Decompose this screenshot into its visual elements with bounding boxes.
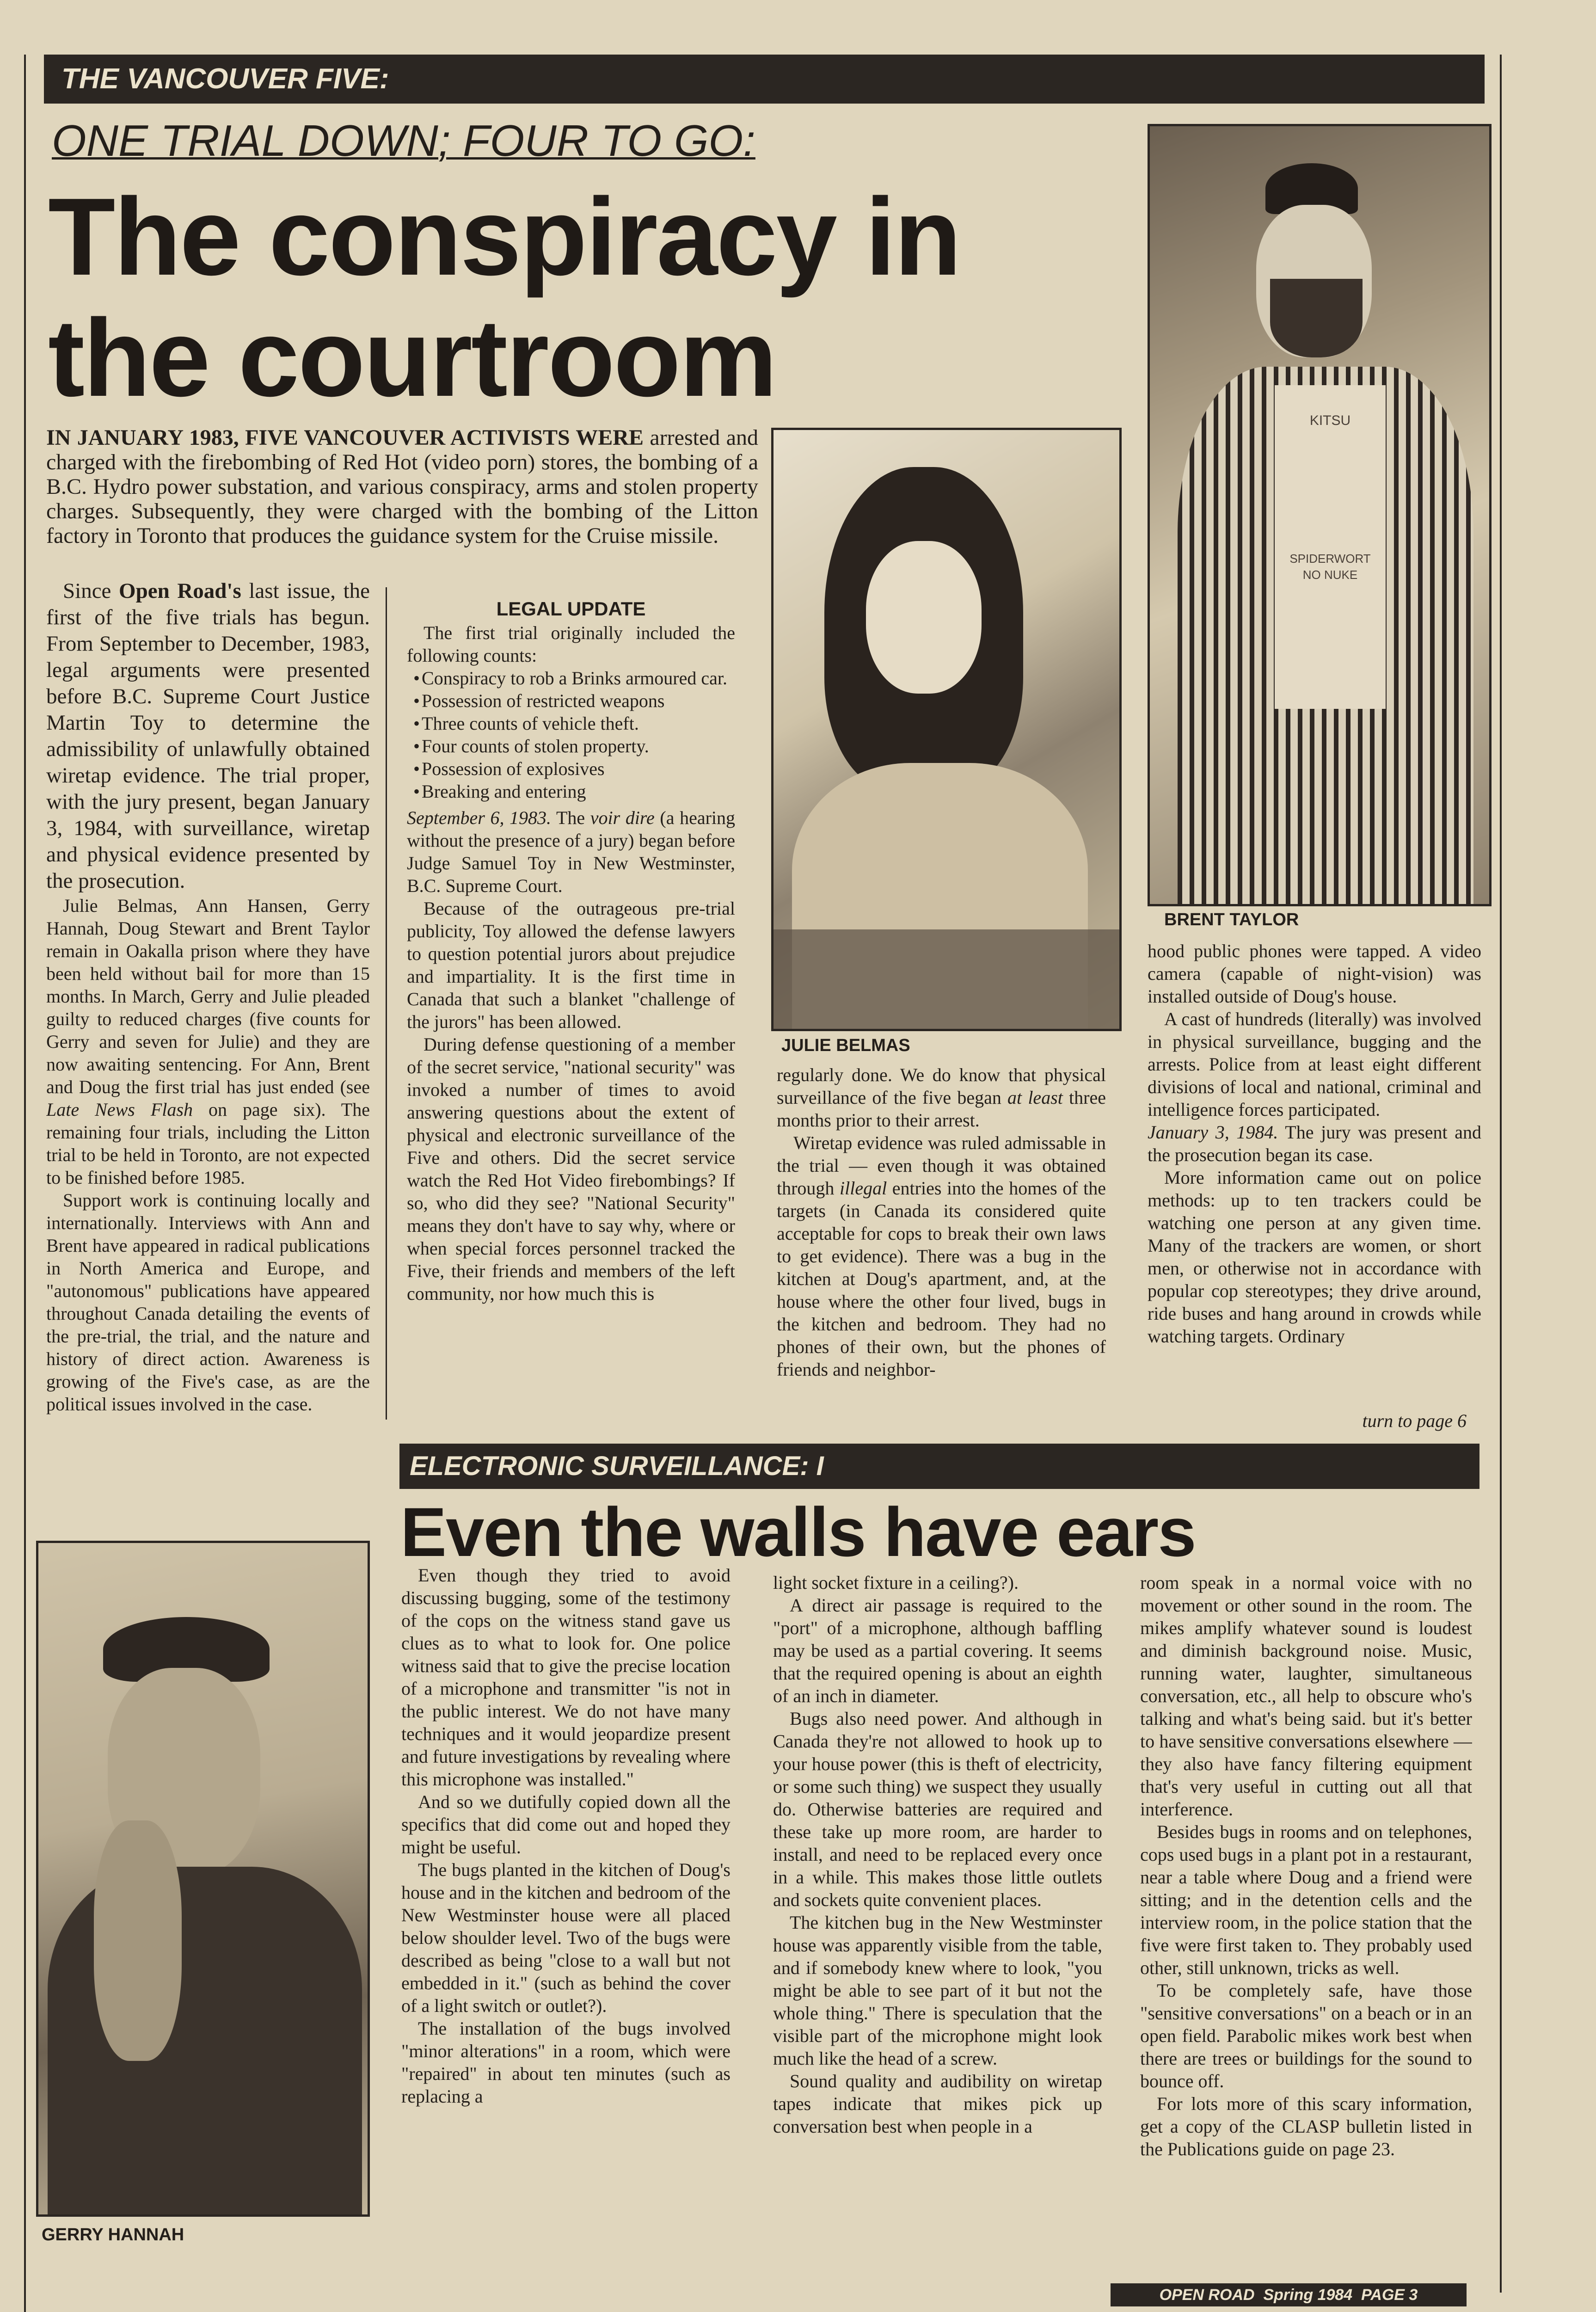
lead-caps: IN JANUARY 1983, FIVE VANCOUVER ACTIVISTS WERE [46, 425, 644, 450]
article2-col3-para3: To be completely safe, have those "sensitive conversations" on a beach or in an open field. Parabolic mikes work best when there are trees or buildings for the sound to bounce off. [1140, 1980, 1472, 2091]
article2-col1-para3: The bugs planted in the kitchen of Doug's house and in the kitchen and bedroom of the New Westminster house were all placed below shoulder level. Two of the bugs were described as being "close to a wall but not embedded in it." (such as behind the cover of a light switch or outlet?). [401, 1859, 730, 2016]
article2-col3-para2: Besides bugs in rooms and on telephones, cops used bugs in a plant pot in a restaurant, near a table where Doug and a friend were sitting; and in the detention cells and the interview room, in the police station that the five were first taken to. They probably used other, still unknown, tricks as well. [1140, 1821, 1472, 1978]
foreground-shadow [773, 929, 1122, 1031]
article2-col1-para4: The installation of the bugs involved "minor alterations" in a room, which were "repaired" in about ten minutes (such as replacing a [401, 2018, 730, 2107]
face-shape [866, 541, 982, 694]
right-margin-rule [1500, 55, 1502, 2293]
section-banner [44, 55, 1485, 104]
count-item: • Possession of explosives [407, 757, 735, 780]
article1-col2-para1: September 6, 1983. The voir dire (a hearing without the presence of a jury) began before Judge Samuel Toy in New Westminster, B.C. Supreme Court. [407, 807, 735, 896]
julie-caption: JULIE BELMAS [781, 1036, 910, 1055]
gerry-caption: GERRY HANNAH [42, 2225, 184, 2244]
count-item: • Four counts of stolen property. [407, 735, 735, 757]
article1-column4 [1148, 940, 1481, 1407]
article1-col3-para1: regularly done. We do know that physical surveillance of the five began at least three months prior to their arrest. [777, 1064, 1106, 1131]
article2-col2-para5: Sound quality and audibility on wiretap tapes indicate that mikes pick up conversation best when people in a [773, 2071, 1102, 2137]
article1-col4-para1: hood public phones were tapped. A video camera (capable of night-vision) was installed outside of Doug's house. [1148, 941, 1481, 1007]
article1-col4-para4: More information came out on police methods: up to ten trackers could be watching one person at any given time. Many of the trackers are women, or short men, or otherwise not in accordance with popular cop stereotypes; they drive around, ride buses and hang around in crowds while watching targets. Ordinary [1148, 1167, 1481, 1347]
count-item: • Conspiracy to rob a Brinks armoured car. [407, 667, 735, 689]
continued-jump[interactable]: turn to page 6 [1362, 1410, 1467, 1431]
section-banner-label: THE VANCOUVER FIVE: [61, 63, 389, 95]
lead-text: arrested and charged with the firebombing of Red Hot (video porn) stores, the bombing of a B.C. Hydro power substation, and various conspiracy, arms and stolen property charges. Subsequently, they were charged with the bombing of the Litton factory in Toronto that produces the guidance system for the Cruise missile. [46, 425, 759, 548]
page-footer: OPEN ROAD Spring 1984 PAGE 3 [1111, 2283, 1467, 2306]
count-item: • Three counts of vehicle theft. [407, 712, 735, 735]
count-item: • Possession of restricted weapons [407, 689, 735, 712]
article2-banner-label: ELECTRONIC SURVEILLANCE: I [410, 1451, 824, 1481]
lead-paragraph [46, 425, 758, 548]
article2-col2-para1: light socket fixture in a ceiling?). [773, 1572, 1019, 1593]
article2-col2-para4: The kitchen bug in the New Westminster house was apparently visible from the table, and if somebody knew where to look, "you might be able to see part of it but not the whole thing." There is speculation that the visible part of the microphone might look much like the head of a screw. [773, 1912, 1102, 2069]
article1-column2 [407, 596, 735, 1415]
headline-kicker: ONE TRIAL DOWN; FOUR TO GO: [52, 116, 755, 166]
article2-col3-para4: For lots more of this scary information, get a copy of the CLASP bulletin listed in the Publications guide on page 23. [1140, 2093, 1472, 2159]
article2-col2-para3: Bugs also need power. And although in Canada they're not allowed to hook up to your house power (this is theft of electricity, or some such thing) we suspect they usually do. Otherwise batteries are required and these take up more room, are harder to install, and need to be replaced every once in a while. This makes those little outlets and sockets quite convenient places. [773, 1708, 1102, 1910]
column-divider [386, 587, 387, 1420]
article1-col1-para1: Since Open Road's last issue, the first of the five trials has begun. From September to December, 1983, legal arguments were presented before B.C. Supreme Court Justice Martin Toy to determine the admissibility of unlawfully obtained wiretap evidence. The trial proper, with the jury present, began January 3, 1984, with surveillance, wiretap and physical evidence presented by the prosecution. [46, 579, 370, 893]
open-road-name: Open Road's [119, 579, 241, 603]
count-item: • Breaking and entering [407, 780, 735, 803]
beard-shape [1270, 279, 1363, 357]
article1-col4-para3: January 3, 1984. The jury was present and the prosecution began its case. [1148, 1122, 1481, 1165]
legal-update-intro: The first trial originally included the following counts: [407, 622, 735, 666]
article1-column3 [777, 1064, 1106, 1431]
article1-col1-para3: Support work is continuing locally and internationally. Interviews with Ann and Brent have appeared in radical publications in North America and Europe, and "autonomous" publications have appeared throughout Canada detailing the events of the pre-trial, the trial, and the nature and history of direct action. Awareness is growing of the Five's case, as are the political issues involved in the case. [46, 1190, 370, 1414]
article1-col2-para2: Because of the outrageous pre-trial publicity, Toy allowed the defense lawyers to question potential jurors about prejudice and impartiality. It is the first time in Canada that such a blanket "challenge of the jurors" has been allowed. [407, 898, 735, 1032]
headline-title-line1: The conspiracy in [48, 176, 960, 298]
counts-list [407, 667, 735, 803]
gerry-hannah-photo [36, 1541, 370, 2217]
arm-shape [94, 1820, 182, 2061]
article2-column3 [1140, 1571, 1472, 2253]
t-shirt-shape: KITSU SPIDERWORT NO NUKE [1275, 385, 1386, 709]
legal-update-title: LEGAL UPDATE [496, 598, 646, 620]
article2-col1-para2: And so we dutifully copied down all the specifics that did come out and hoped they might be useful. [401, 1791, 730, 1857]
article2-title: Even the walls have ears [400, 1493, 1196, 1571]
article2-column1 [401, 1564, 730, 2253]
brent-taylor-photo [1148, 124, 1492, 906]
article2-col2-para2: A direct air passage is required to the "port" of a microphone, although baffling may be used as a partial covering. It seems that the required opening is about an eighth of an inch in diameter. [773, 1595, 1102, 1706]
article1-column1 [46, 578, 370, 1537]
article1-col3-para2: Wiretap evidence was ruled admissable in the trial — even though it was obtained through illegal entries into the homes of the targets (in Canada its considered quite acceptable for cops to break their own laws to get evidence). There was a bug in the kitchen at Doug's apartment, and, at the house where the other four lived, bugs in the kitchen and bedroom. They had no phones of their own, but the phones of friends and neighbor- [777, 1132, 1106, 1380]
article1-col2-para3: During defense questioning of a member of the secret service, "national security" was invoked a number of times to avoid answering questions about the extent of physical and electronic surveillance of the Five and others. Did the secret service watch the Red Hot Video firebombings? If so, who did they see? "National Security" means they don't have to say why, where or when special forces personnel tracked the Five, their friends and members of the left community, nor how much this is [407, 1034, 735, 1304]
article2-col3-para1: room speak in a normal voice with no movement or other sound in the room. The mikes amplify whatever sound is loudest and diminish background noise. Music, running water, laughter, simultaneous conversation, etc., all help to obscure who's talking and what's being said. but it's better to have sensitive conversations elsewhere — they also have fancy filtering equipment that's very useful in cutting out all that interference. [1140, 1572, 1472, 1820]
headline-title [48, 177, 1148, 419]
headline-title-line2: the courtroom [48, 297, 776, 419]
article1-col4-para2: A cast of hundreds (literally) was involved in physical surveillance, bugging and the arrests. Police from at least eight different divisions of local and national, criminal and intelligence forces participated. [1148, 1008, 1481, 1120]
left-margin-rule [24, 55, 26, 2312]
julie-belmas-photo [771, 428, 1122, 1031]
article2-col1-para1: Even though they tried to avoid discussing bugging, some of the testimony of the cops on the witness stand gave us clues as to what to look for. One police witness said that to give the precise location of a microphone and transmitter "is not in the public interest. We do not have many techniques and it would jeopardize present and future investigations by revealing where this microphone was installed." [401, 1565, 730, 1789]
article2-banner [399, 1444, 1479, 1489]
article2-column2 [773, 1571, 1102, 2253]
brent-caption: BRENT TAYLOR [1164, 910, 1299, 929]
article1-col1-para2: Julie Belmas, Ann Hansen, Gerry Hannah, Doug Stewart and Brent Taylor remain in Oakalla prison where they have been held without bail for more than 15 months. In March, Gerry and Julie pleaded guilty to reduced charges (five counts for Gerry and seven for Julie) and they are now awaiting sentencing. For Ann, Brent and Doug the first trial has just ended (see Late News Flash on page six). The remaining four trials, including the Litton trial to be held in Toronto, are not expected to be finished before 1985. [46, 895, 370, 1188]
